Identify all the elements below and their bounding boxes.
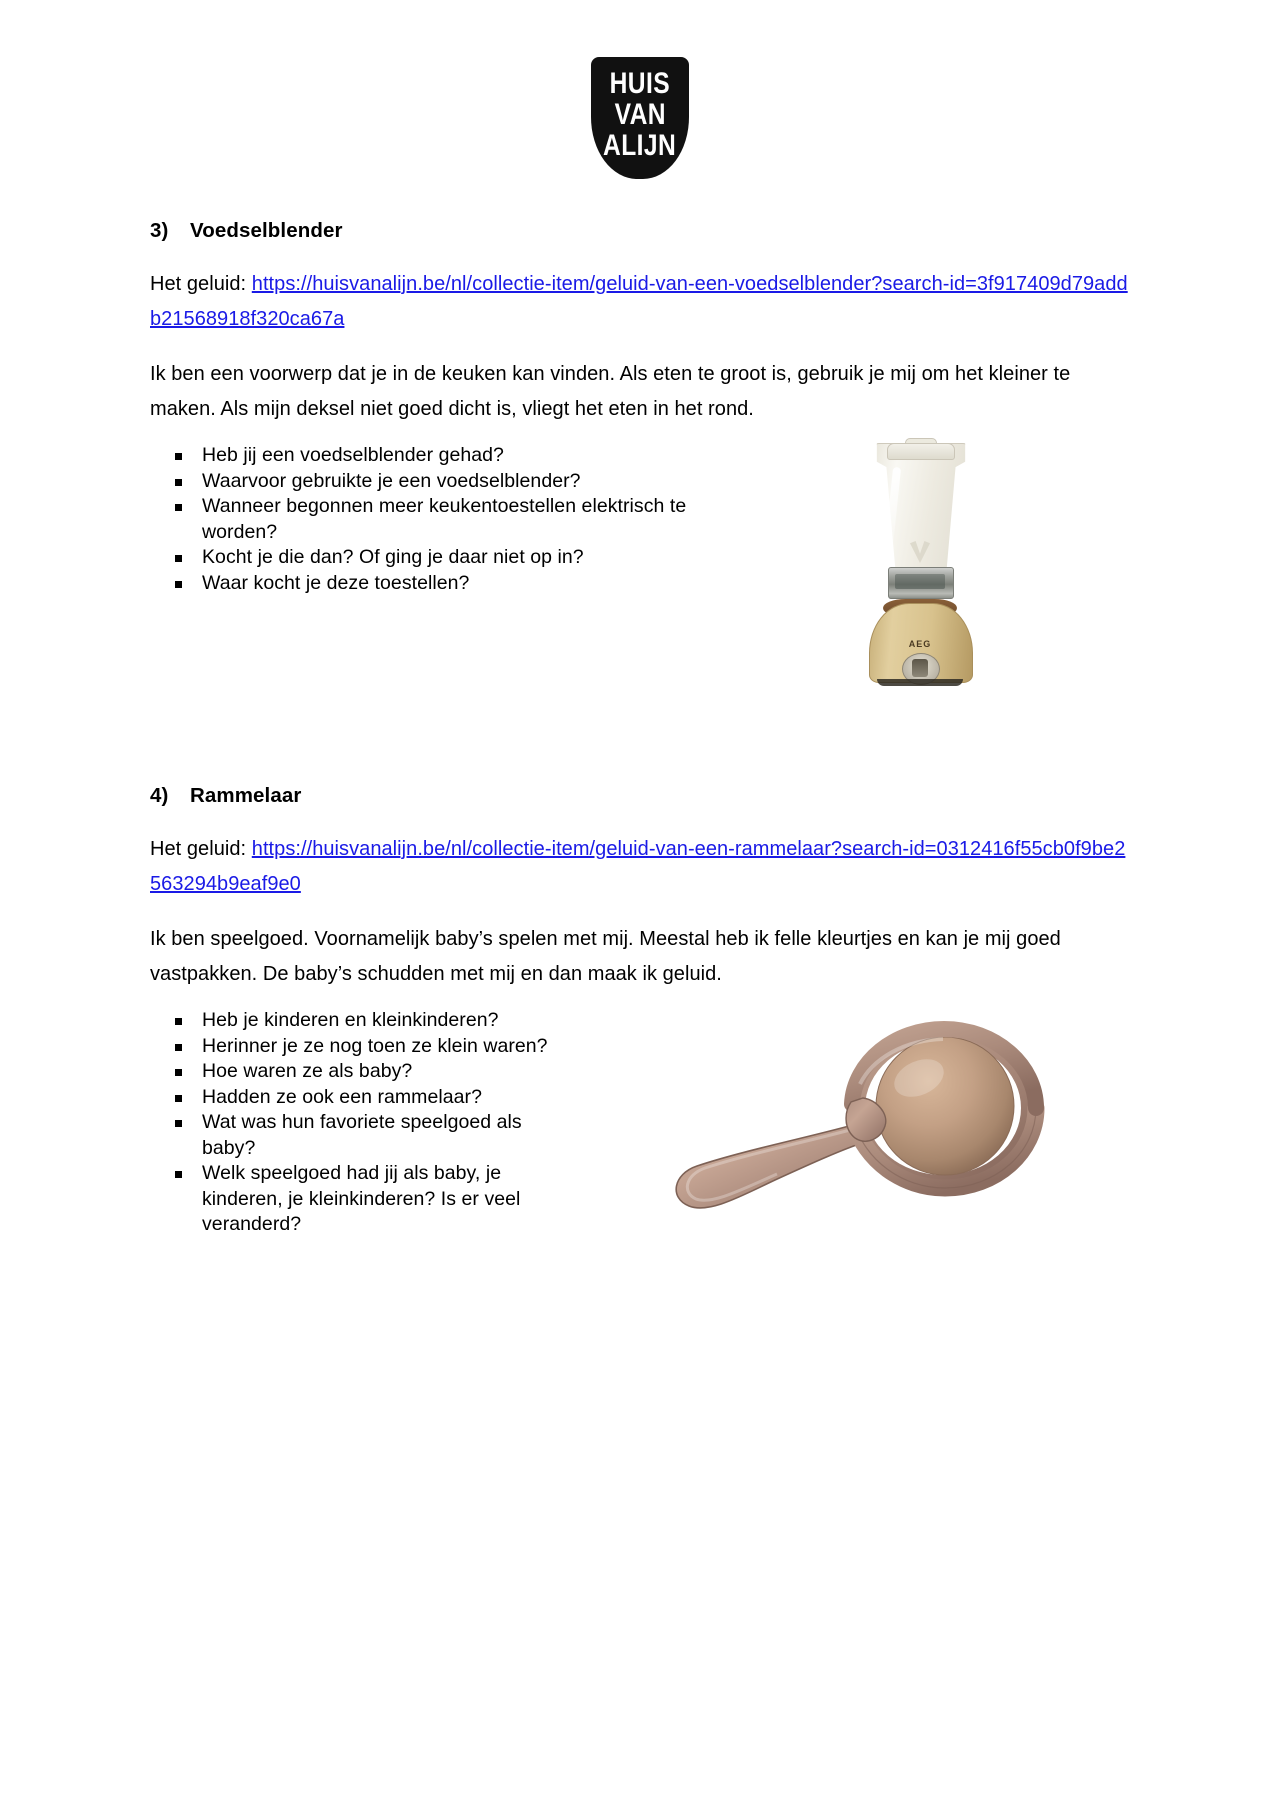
huis-van-alijn-logo (591, 57, 689, 179)
section-4-title: Rammelaar (190, 784, 302, 807)
list-item: Waar kocht je deze toestellen? (150, 571, 710, 597)
blender-brand-label: AEG (908, 639, 932, 649)
section-3-number: 3) (150, 219, 169, 242)
logo-container (150, 0, 1130, 179)
blender-foot (877, 679, 963, 686)
list-item: Kocht je die dan? Of ging je daar niet op in? (150, 545, 710, 571)
section-3-image-col (710, 443, 1130, 688)
section-4-number: 4) (150, 784, 169, 807)
section-3-question-list (150, 443, 710, 596)
section-3-content-row (150, 443, 1130, 688)
rammelaar-photo (655, 1018, 1055, 1223)
section-voedselblender (150, 219, 1130, 688)
blender-dial-marker (912, 659, 928, 677)
section-3-sound-line (150, 267, 1130, 337)
list-item: Wanneer begonnen meer keukentoestellen elektrisch te worden? (150, 494, 710, 545)
section-4-heading (150, 784, 1130, 808)
list-item: Hadden ze ook een rammelaar? (150, 1085, 580, 1111)
section-4-image-col (580, 1008, 1130, 1223)
list-item: Herinner je ze nog toen ze klein waren? (150, 1034, 580, 1060)
voedselblender-photo (855, 443, 985, 688)
section-3-sound-link[interactable]: https://huisvanalijn.be/nl/collectie-item/geluid-van-een-voedselblender?search-id=3f917409d79addb21568918f320ca67a (150, 273, 1128, 330)
list-item: Hoe waren ze als baby? (150, 1059, 580, 1085)
section-4-sound-label: Het geluid: (150, 838, 247, 860)
blender-collar-shadow (895, 574, 945, 589)
section-4-sound-line (150, 832, 1130, 902)
section-4-description: Ik ben speelgoed. Voornamelijk baby’s spelen met mij. Meestal heb ik felle kleurtjes en kan je mij goed vastpakken. De baby’s schudden met mij en dan maak ik geluid. (150, 928, 1061, 985)
section-3-description: Ik ben een voorwerp dat je in de keuken kan vinden. Als eten te groot is, gebruik je mij om het kleiner te maken. Als mijn deksel niet goed dicht is, vliegt het eten in het rond. (150, 363, 1071, 420)
section-4-sound-link[interactable]: https://huisvanalijn.be/nl/collectie-item/geluid-van-een-rammelaar?search-id=0312416f55cb0f9be2563294b9eaf9e0 (150, 838, 1126, 895)
section-rammelaar (150, 784, 1130, 1238)
list-item: Heb je kinderen en kleinkinderen? (150, 1008, 580, 1034)
section-4-question-list (150, 1008, 580, 1238)
section-4-content-row (150, 1008, 1130, 1238)
section-3-heading (150, 219, 1130, 243)
list-item: Heb jij een voedselblender gehad? (150, 443, 710, 469)
logo-line-3: ALIJN (603, 129, 677, 162)
rattle-illustration (655, 1018, 1055, 1223)
section-3-sound-label: Het geluid: (150, 273, 247, 295)
section-4-questions-col (150, 1008, 580, 1238)
list-item: Welk speelgoed had jij als baby, je kinderen, je kleinkinderen? Is er veel veranderd? (150, 1161, 580, 1238)
logo-line-1: HUIS (609, 67, 671, 100)
rattle-handle-loop (676, 1123, 871, 1208)
section-3-title: Voedselblender (190, 219, 343, 242)
blender-lid (887, 443, 955, 460)
logo-line-2: VAN (614, 98, 666, 131)
section-3-questions-col (150, 443, 710, 596)
list-item: Wat was hun favoriete speelgoed als baby? (150, 1110, 580, 1161)
list-item: Waarvoor gebruikte je een voedselblender? (150, 469, 710, 495)
